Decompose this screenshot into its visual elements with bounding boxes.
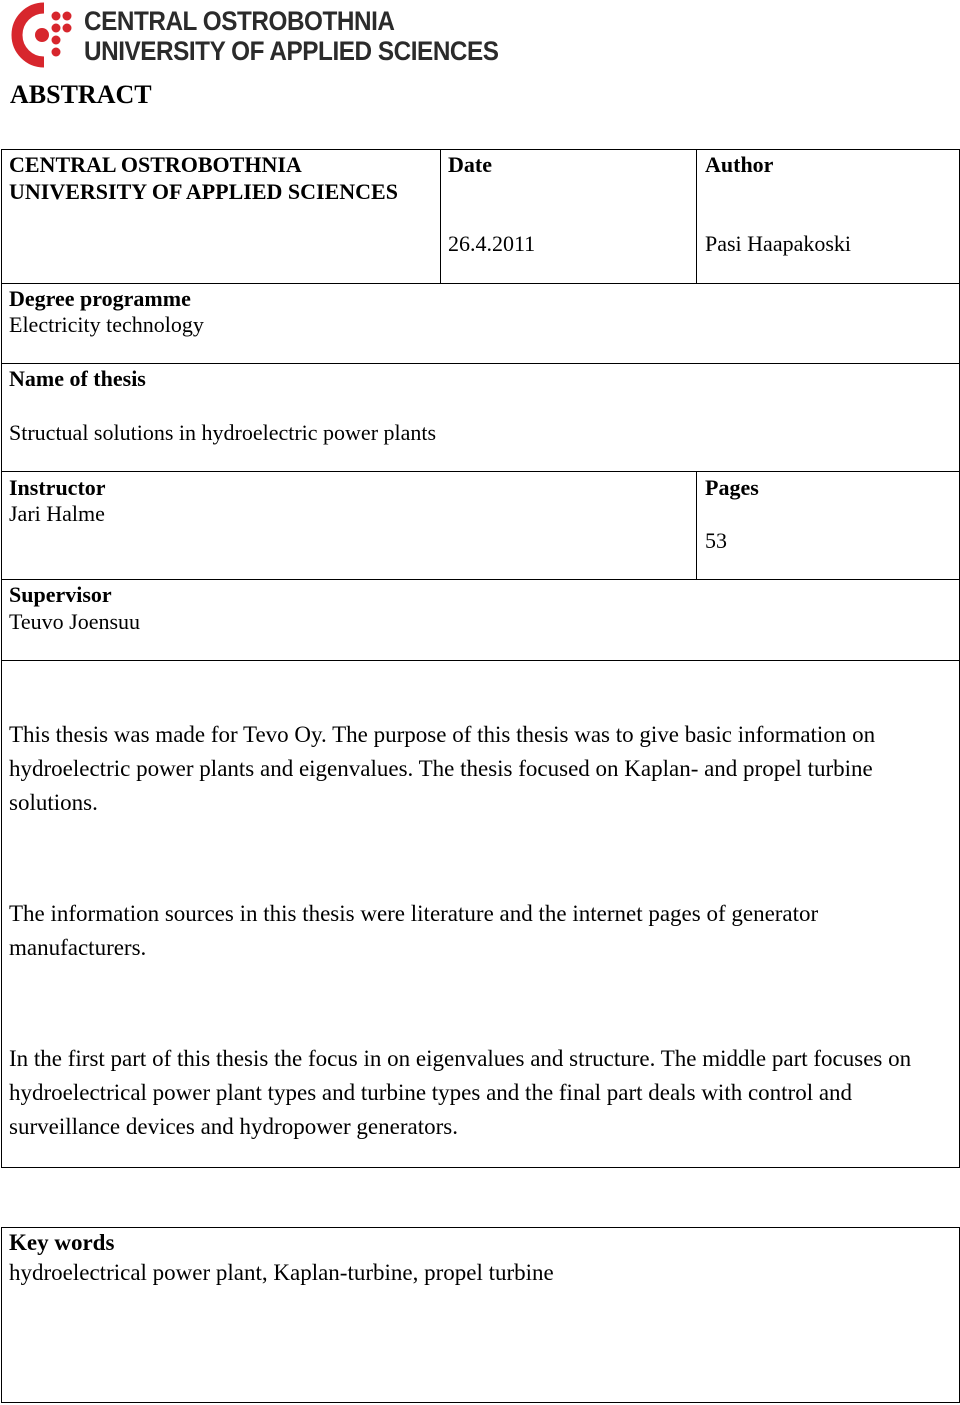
page-title: ABSTRACT — [10, 80, 152, 109]
author-label: Author — [705, 152, 774, 177]
divider — [440, 149, 441, 283]
pages-value: 53 — [705, 528, 727, 553]
institution-line-1: CENTRAL OSTROBOTHNIA — [9, 152, 302, 177]
date-value: 26.4.2011 — [448, 231, 536, 256]
thesis-name-label: Name of thesis — [9, 366, 146, 391]
divider — [1, 660, 960, 661]
thesis-name-value: Structual solutions in hydroelectric power plants — [9, 420, 437, 445]
divider — [1, 471, 960, 472]
university-logo-icon — [4, 2, 76, 68]
logo-text — [84, 6, 499, 66]
degree-label: Degree programme — [9, 286, 191, 311]
institution-line-2: UNIVERSITY OF APPLIED SCIENCES — [9, 179, 398, 204]
instructor-label: Instructor — [9, 475, 106, 500]
supervisor-label: Supervisor — [9, 582, 112, 607]
logo-line-1: CENTRAL OSTROBOTHNIA — [84, 6, 395, 36]
keywords-value: hydroelectrical power plant, Kaplan-turbine, propel turbine — [9, 1260, 554, 1285]
logo-line-2: UNIVERSITY OF APPLIED SCIENCES — [84, 36, 499, 66]
author-value: Pasi Haapakoski — [705, 231, 852, 256]
abstract-paragraph-1: This thesis was made for Tevo Oy. The purpose of this thesis was to give basic information on hydroelectric power plants and eigenvalues. The thesis focused on Kaplan- and propel turbine solutions. — [9, 722, 876, 815]
supervisor-value: Teuvo Joensuu — [9, 609, 141, 634]
pages-label: Pages — [705, 475, 759, 500]
date-label: Date — [448, 152, 492, 177]
abstract-paragraph-2: The information sources in this thesis were literature and the internet pages of generator manufacturers. — [9, 901, 819, 960]
keywords-label: Key words — [9, 1230, 115, 1255]
divider — [1, 363, 960, 364]
keywords-box — [1, 1227, 960, 1403]
divider — [1, 283, 960, 284]
divider — [696, 149, 697, 283]
instructor-value: Jari Halme — [9, 501, 105, 526]
university-logo — [4, 2, 499, 72]
divider — [696, 471, 697, 579]
divider — [1, 579, 960, 580]
abstract-paragraph-3: In the first part of this thesis the focus in on eigenvalues and structure. The middle part focuses on hydroelectrical power plant types and turbine types and the final part deals with control and surveillance devices and hydropower generators. — [9, 1046, 912, 1139]
degree-value: Electricity technology — [9, 312, 204, 337]
